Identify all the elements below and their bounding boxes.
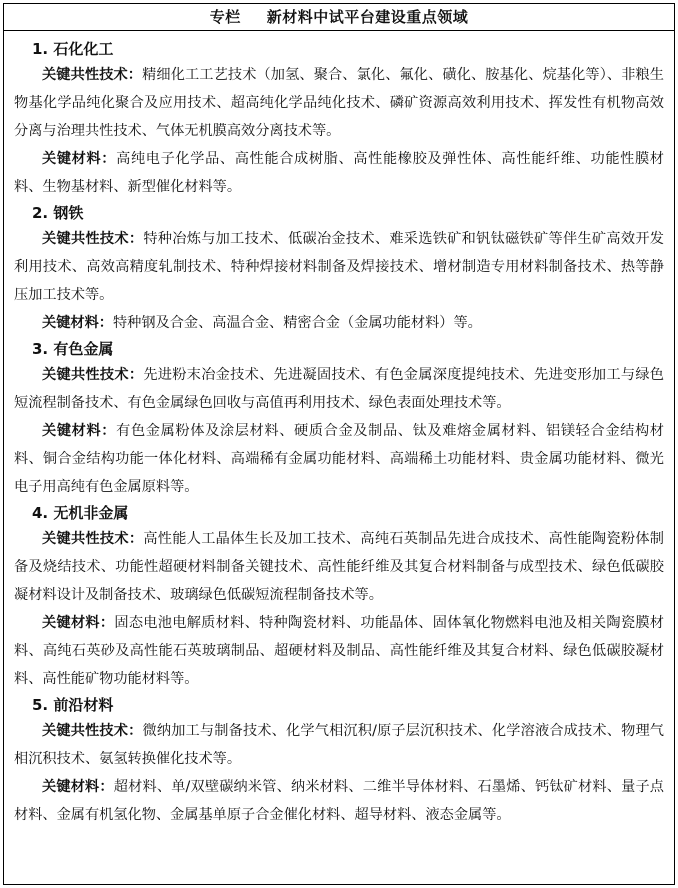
section-title: 3. 有色金属 (32, 340, 114, 358)
tech-text: 微纳加工与制备技术、化学气相沉积/原子层沉积技术、化学溶液合成技术、物理气相沉积技术、氨氢转换催化技术等。 (14, 723, 664, 767)
material-paragraph (14, 417, 664, 501)
section-title: 1. 石化化工 (32, 40, 114, 58)
tech-paragraph (14, 225, 664, 309)
box-content (4, 31, 674, 829)
tech-paragraph (14, 525, 664, 609)
material-label: 关键材料： (42, 315, 113, 331)
material-text: 特种钢及合金、高温合金、精密合金（金属功能材料）等。 (112, 315, 482, 331)
tech-label: 关键共性技术： (42, 231, 144, 247)
tech-text: 高性能人工晶体生长及加工技术、高纯石英制品先进合成技术、高性能陶瓷粉体制备及烧结技术、功能性超硬材料制备关键技术、高性能纤维及其复合材料制备与成型技术、绿色低碳胶凝材料设计及制备技术、玻璃绿色低碳短流程制备技术等。 (14, 531, 664, 603)
material-label: 关键材料： (42, 423, 117, 439)
tech-paragraph (14, 717, 664, 773)
section-petrochemical (14, 37, 664, 201)
material-label: 关键材料： (42, 615, 115, 631)
section-nonferrous (14, 337, 664, 501)
tech-paragraph (14, 61, 664, 145)
section-title: 2. 钢铁 (32, 204, 84, 222)
tech-paragraph (14, 361, 664, 417)
material-text: 高纯电子化学品、高性能合成树脂、高性能橡胶及弹性体、高性能纤维、功能性膜材料、生物基材料、新型催化材料等。 (14, 151, 664, 195)
tech-label: 关键共性技术： (42, 367, 144, 383)
tech-label: 关键共性技术： (42, 67, 143, 83)
tech-text: 精细化工工艺技术（加氢、聚合、氯化、氟化、磺化、胺基化、烷基化等）、非粮生物基化学品纯化聚合及应用技术、超高纯化学品纯化技术、磷矿资源高效利用技术、挥发性有机物高效分离与治理共性技术、气体无机膜高效分离技术等。 (14, 67, 664, 139)
tech-label: 关键共性技术： (42, 531, 144, 547)
section-title: 4. 无机非金属 (32, 504, 129, 522)
material-text: 超材料、单/双壁碳纳米管、纳米材料、二维半导体材料、石墨烯、钙钛矿材料、量子点材料、金属有机氢化物、金属基单原子合金催化材料、超导材料、液态金属等。 (14, 779, 664, 823)
material-paragraph (14, 145, 664, 201)
tech-text: 先进粉末冶金技术、先进凝固技术、有色金属深度提纯技术、先进变形加工与绿色短流程制备技术、有色金属绿色回收与高值再利用技术、绿色表面处理技术等。 (14, 367, 664, 411)
material-text: 有色金属粉体及涂层材料、硬质合金及制品、钛及难熔金属材料、铝镁轻合金结构材料、铜合金结构功能一体化材料、高端稀有金属功能材料、高端稀土功能材料、贵金属功能材料、微光电子用高纯有色金属原料等。 (14, 423, 664, 495)
section-steel (14, 201, 664, 337)
section-inorganic-nonmetal (14, 501, 664, 693)
material-paragraph (14, 309, 664, 337)
material-label: 关键材料： (42, 779, 114, 795)
material-paragraph (14, 773, 664, 829)
box-title: 新材料中试平台建设重点领域 (266, 8, 469, 26)
material-paragraph (14, 609, 664, 693)
section-title: 5. 前沿材料 (32, 696, 114, 714)
material-label: 关键材料： (42, 151, 117, 167)
tech-label: 关键共性技术： (42, 723, 143, 739)
box-header (4, 4, 674, 31)
box-tag: 专栏 (209, 8, 241, 26)
feature-box (3, 3, 675, 885)
section-frontier-materials (14, 693, 664, 829)
material-text: 固态电池电解质材料、特种陶瓷材料、功能晶体、固体氧化物燃料电池及相关陶瓷膜材料、高纯石英砂及高性能石英玻璃制品、超硬材料及制品、高性能纤维及其复合材料、绿色低碳胶凝材料、高性能矿物功能材料等。 (14, 615, 664, 687)
tech-text: 特种冶炼与加工技术、低碳冶金技术、难采选铁矿和钒钛磁铁矿等伴生矿高效开发利用技术、高效高精度轧制技术、特种焊接材料制备及焊接技术、增材制造专用材料制备技术、热等静压加工技术等。 (14, 231, 664, 303)
